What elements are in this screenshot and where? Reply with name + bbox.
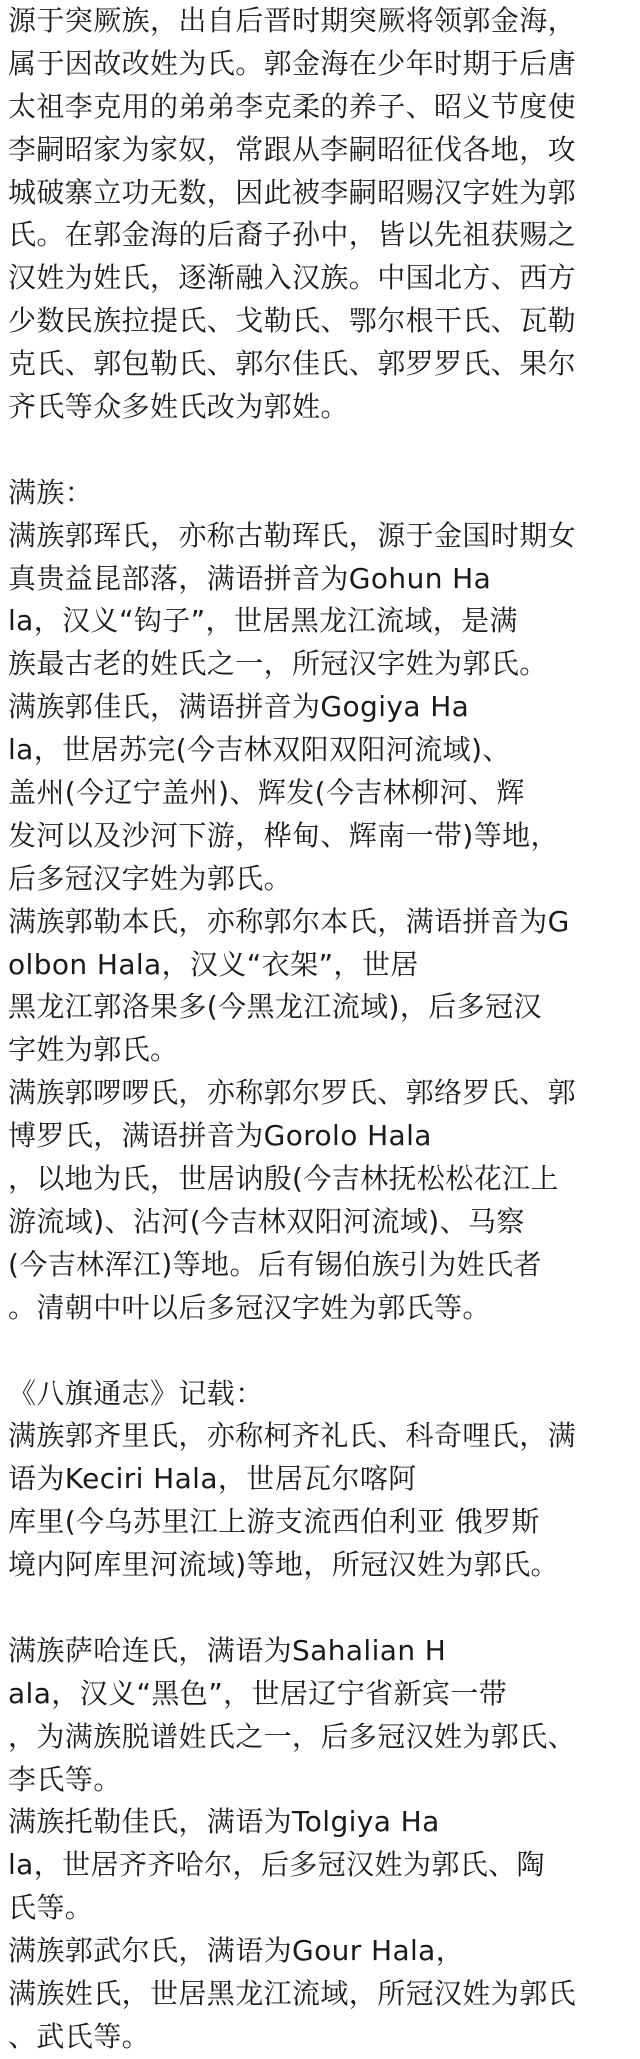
text-line: 满族郭勒本氏，亦称郭尔本氏，满语拼音为G (8, 904, 570, 938)
text-line: la，汉义“钩子”，世居黑龙江流域，是满 (8, 604, 518, 638)
text-line: 太祖李克用的弟弟李克柔的养子、昭义节度使 (8, 89, 577, 123)
text-line: 发河以及沙河下游，桦甸、辉南一带)等地， (8, 818, 559, 852)
text-line: la，世居苏完(今吉林双阳双阳河流域)、 (8, 733, 511, 767)
text-line: 城破寨立功无数，因此被李嗣昭赐汉字姓为郭 (8, 175, 577, 209)
text-line: ，为满族脱谱姓氏之一，后多冠汉姓为郭氏、 (8, 1719, 577, 1753)
text-line: 博罗氏，满语拼音为Gorolo Hala (8, 1119, 432, 1153)
text-line: 少数民族拉提氏、戈勒氏、鄂尔根干氏、瓦勒 (8, 304, 577, 338)
text-line: 。清朝中叶以后多冠汉字姓为郭氏等。 (8, 1290, 491, 1324)
text-line: 李氏等。 (8, 1762, 122, 1796)
text-line: 真贵益昆部落，满语拼音为Gohun Ha (8, 561, 492, 595)
text-line: 满族郭佳氏，满语拼音为Gogiya Ha (8, 690, 470, 724)
text-line: 盖州(今辽宁盖州)、辉发(今吉林柳河、辉 (8, 776, 525, 810)
blank-line (8, 429, 636, 472)
text-line: 后多冠汉字姓为郭氏。 (8, 861, 293, 895)
text-line: 满族托勒佳氏，满语为Tolgiya Ha (8, 1805, 440, 1839)
text-line: 字姓为郭氏。 (8, 1033, 179, 1067)
text-line: 满族郭啰啰氏，亦称郭尔罗氏、郭络罗氏、郭 (8, 1076, 577, 1110)
text-line: 、武氏等。 (8, 2019, 151, 2053)
text-line: 游流域)、沾河(今吉林双阳河流域)、马察 (8, 1204, 525, 1238)
text-line: 齐氏等众多姓氏改为郭姓。 (8, 390, 349, 424)
text-line: ，以地为氏，世居讷殷(今吉林抚松松花江上 (8, 1162, 559, 1196)
text-line: 李嗣昭家为家奴，常跟从李嗣昭征伐各地，攻 (8, 132, 577, 166)
text-line: 满族姓氏，世居黑龙江流域，所冠汉姓为郭氏 (8, 1976, 577, 2010)
text-line: la，世居齐齐哈尔，后多冠汉姓为郭氏、陶 (8, 1848, 545, 1882)
text-line: olbon Hala，汉义“衣架”，世居 (8, 947, 419, 981)
text-line: 库里(今乌苏里江上游支流西伯利亚 俄罗斯 (8, 1505, 540, 1539)
text-line: 语为Keciri Hala，世居瓦尔喀阿 (8, 1462, 417, 1496)
document-body (8, 0, 636, 2059)
text-line: 汉姓为姓氏，逐渐融入汉族。中国北方、西方 (8, 261, 577, 295)
text-line: 满族郭齐里氏，亦称柯齐礼氏、科奇哩氏，满 (8, 1419, 577, 1453)
section-heading-baqi-tongzhi: 《八旗通志》记载： (8, 1376, 264, 1410)
text-line: 满族郭珲氏，亦称古勒珲氏，源于金国时期女 (8, 518, 577, 552)
blank-line (8, 1330, 636, 1373)
text-line: 氏。在郭金海的后裔子孙中，皆以先祖获赐之 (8, 218, 577, 252)
text-line: 满族郭武尔氏，满语为Gour Hala， (8, 1934, 465, 1968)
text-line: 族最古老的姓氏之一，所冠汉字姓为郭氏。 (8, 647, 548, 681)
text-line: 黑龙江郭洛果多(今黑龙江流域)，后多冠汉 (8, 990, 542, 1024)
text-line: 氏等。 (8, 1891, 94, 1925)
text-line: 属于因故改姓为氏。郭金海在少年时期于后唐 (8, 46, 577, 80)
text-line: 源于突厥族，出自后晋时期突厥将领郭金海， (8, 4, 577, 37)
text-line: 克氏、郭包勒氏、郭尔佳氏、郭罗罗氏、果尔 (8, 347, 577, 381)
text-line: (今吉林浑江)等地。后有锡伯族引为姓氏者 (8, 1247, 542, 1281)
text-line: 满族萨哈连氏，满语为Sahalian H (8, 1633, 447, 1667)
section-heading-manchu: 满族： (8, 475, 94, 509)
text-line: ala，汉义“黑色”，世居辽宁省新宾一带 (8, 1676, 508, 1710)
blank-line (8, 1587, 636, 1630)
text-line: 境内阿库里河流域)等地，所冠汉姓为郭氏。 (8, 1548, 559, 1582)
